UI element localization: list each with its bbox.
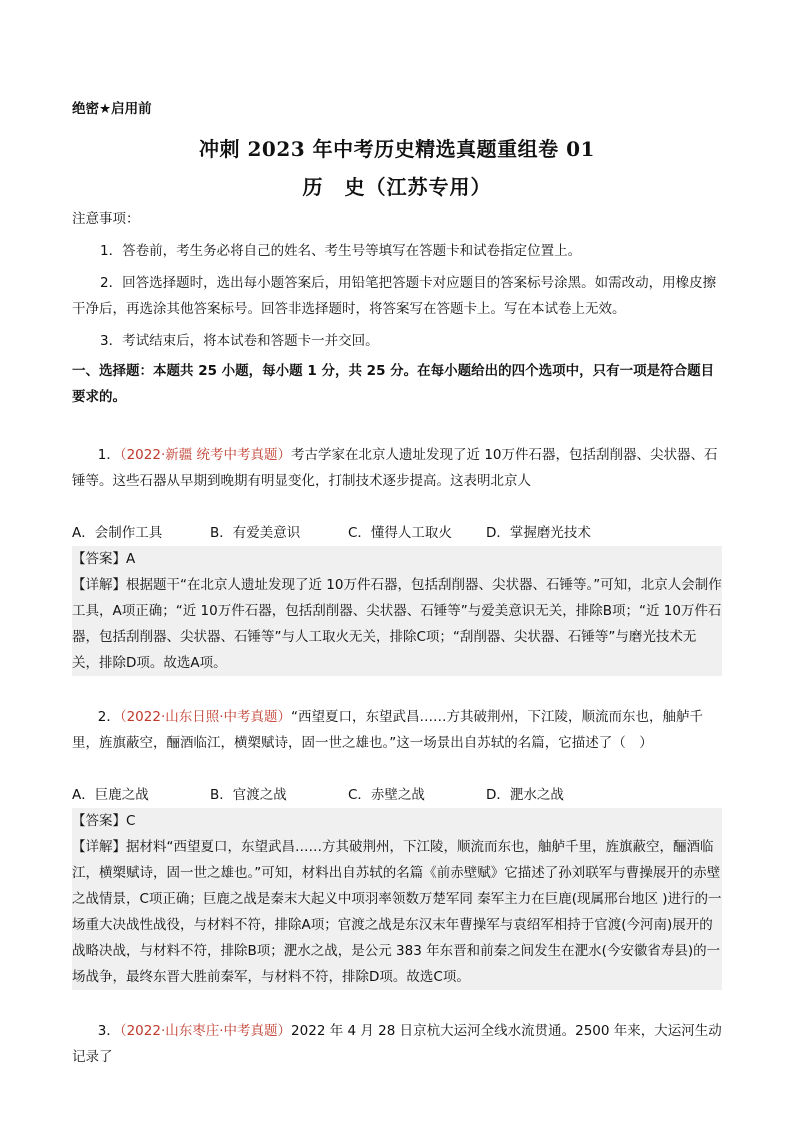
answer-detail: 【详解】据材料“西望夏口，东望武昌……方其破荆州，下江陵，顺流而东也，舳舻千里，旌旗蔽空，酾酒临江，横槊赋诗，固一世之雄也。”可知，材料出自苏轼的名篇《前赤壁赋》它描述了孙刘联军与曹操展开的赤壁之战情景，C项正确；巨鹿之战是秦末大起义中项羽率领数万楚军同 秦军主力在巨鹿(现属邢台地区 )进行的一场重大决战性战役，与材料不符，排除A项；官渡之战是东汉末年曹操军与袁绍军相持于官渡(今河南)展开的战略决战，与材料不符，排除B项；淝水之战，是公元 383 年东晋和前秦之间发生在淝水(今安徽省寿县)的一场战争，最终东晋大胜前秦军，与材料不符，排除D项。故选C项。 bbox=[72, 839, 722, 985]
question-number: 1． bbox=[97, 447, 120, 463]
question-1 bbox=[72, 416, 722, 676]
option-c: C．赤壁之战 bbox=[348, 787, 425, 803]
question-stem: 2022 年 4 月 28 日京杭大运河全线水流贯通。2500 年来，大运河生动记录了 bbox=[72, 1023, 722, 1065]
exam-page bbox=[72, 96, 722, 1096]
option-c: C．懂得人工取火 bbox=[348, 525, 452, 541]
option-d: D．淝水之战 bbox=[486, 787, 564, 803]
question-options bbox=[72, 520, 722, 546]
answer-label: 【答案】A bbox=[72, 551, 136, 567]
exam-subtitle: 历 史（江苏专用） bbox=[302, 175, 492, 199]
option-b: B．有爱美意识 bbox=[210, 525, 301, 541]
notes-item: 2．回答选择题时，选出每小题答案后，用铅笔把答题卡对应题目的答案标号涂黑。如需改动，用橡皮擦干净后，再选涂其他答案标号。回答非选择题时，将答案写在答题卡上。写在本试卷上无效。 bbox=[72, 275, 717, 317]
question-stem: “西望夏口，东望武昌……方其破荆州，下江陵，顺流而东也，舳舻千里，旌旗蔽空，酾酒临江，横槊赋诗，固一世之雄也。”这一场景出自苏轼的名篇，它描述了（ ） bbox=[72, 709, 704, 751]
answer-block bbox=[72, 546, 722, 676]
answer-block bbox=[72, 808, 722, 990]
notes-item: 1．答卷前，考生务必将自己的姓名、考生号等填写在答题卡和试卷指定位置上。 bbox=[100, 243, 582, 259]
question-source: （2022·山东日照·中考真题） bbox=[119, 709, 292, 725]
option-a: A．会制作工具 bbox=[72, 525, 163, 541]
option-a: A．巨鹿之战 bbox=[72, 787, 149, 803]
question-number: 2． bbox=[97, 709, 120, 725]
question-3 bbox=[72, 992, 722, 1096]
answer-label: 【答案】C bbox=[72, 813, 136, 829]
question-options bbox=[72, 782, 722, 808]
question-stem: 考古学家在北京人遗址发现了近 10万件石器，包括刮削器、尖状器、石锤等。这些石器从早期到晚期有明显变化，打制技术逐步提高。这表明北京人 bbox=[72, 447, 718, 489]
section-heading: 一、选择题：本题共 25 小题，每小题 1 分，共 25 分。在每小题给出的四个选项中，只有一项是符合题目要求的。 bbox=[72, 363, 715, 405]
exam-title: 冲刺 2023 年中考历史精选真题重组卷 01 bbox=[199, 137, 595, 161]
notes-heading: 注意事项： bbox=[72, 211, 140, 227]
question-source: （2022·山东枣庄·中考真题） bbox=[119, 1023, 292, 1039]
question-number: 3． bbox=[97, 1023, 120, 1039]
secret-label: 绝密★启用前 bbox=[72, 101, 152, 117]
option-b: B．官渡之战 bbox=[210, 787, 287, 803]
notes-item: 3．考试结束后，将本试卷和答题卡一并交回。 bbox=[100, 333, 379, 349]
question-source: （2022·新疆 统考中考真题） bbox=[119, 447, 292, 463]
answer-detail: 【详解】根据题干“在北京人遗址发现了近 10万件石器，包括刮削器、尖状器、石锤等。”可知，北京人会制作工具，A项正确；“近 10万件石器，包括刮削器、尖状器、石锤等”与爱美意识无关，排除B项；“近 10万件石器，包括刮削器、尖状器、石锤等”与人工取火无关，排除C项；“刮削器、尖状器、石锤等”与磨光技术无关，排除D项。故选A项。 bbox=[72, 577, 722, 671]
option-d: D．掌握磨光技术 bbox=[486, 525, 591, 541]
question-2 bbox=[72, 678, 722, 990]
